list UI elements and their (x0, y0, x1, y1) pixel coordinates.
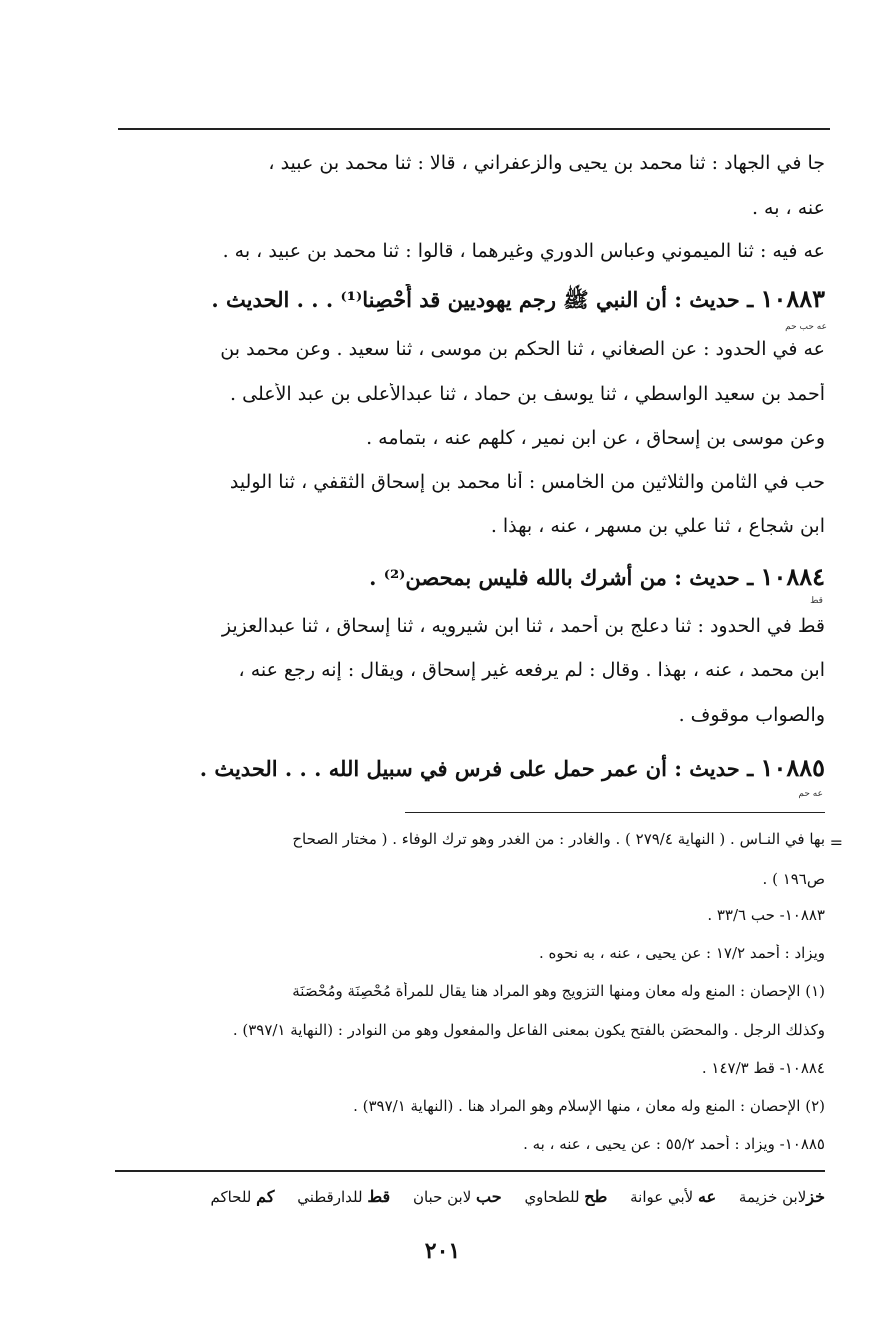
abbr-item (524, 1188, 607, 1206)
abbr-code: عه (698, 1187, 717, 1206)
footnote-line: وكذلك الرجل . والمحصَن بالفتح يكون بمعنى الفاعل والمفعول وهو من النوادر : (النهاية ٣٩٧/١) . (232, 1021, 825, 1039)
hadith-heading-10883 (115, 284, 825, 318)
body-line: قط في الحدود : ثنا دعلج بن أحمد ، ثنا ابن شيرويه ، ثنا إسحاق ، ثنا عبدالعزيز (221, 615, 825, 637)
hadith-heading-10884 (115, 562, 825, 591)
abbr-code: كم (256, 1187, 275, 1206)
body-line: جا في الجهاد : ثنا محمد بن يحيى والزعفراني ، قالا : ثنا محمد بن عبيد ، (268, 152, 825, 174)
footnote-line: ١٠٨٨٣- حب ٣٣/٦ . (707, 906, 825, 924)
body-line: حب في الثامن والثلاثين من الخامس : أنا محمد بن إسحاق الثقفي ، ثنا الوليد (229, 471, 825, 493)
hadith-text: ـ حديث : أن النبي ﷺ رجم يهوديين قد أُحْصِنا⁽¹⁾ . . . الحديث . (211, 287, 754, 312)
abbreviation-legend (115, 1187, 825, 1206)
abbr-item (413, 1188, 502, 1206)
abbr-item (630, 1188, 716, 1206)
header-rule (118, 128, 830, 130)
abbr-code: خز (806, 1187, 825, 1206)
abbr-item (297, 1188, 390, 1206)
abbr-name: للطحاوي (524, 1188, 580, 1206)
body-line: عنه ، به . (751, 197, 825, 219)
body-line: ابن شجاع ، ثنا علي بن مسهر ، عنه ، بهذا . (490, 515, 825, 537)
body-line: عه فيه : ثنا الميموني وعباس الدوري وغيرهما ، قالوا : ثنا محمد بن عبيد ، به . (222, 240, 825, 262)
page-number: ٢٠١ (424, 1238, 461, 1264)
abbr-code: حب (476, 1187, 502, 1206)
footnote-line: ١٠٨٨٤- قط ١٤٧/٣ . (701, 1059, 825, 1077)
hadith-sources: عه حب حم (785, 322, 827, 332)
hadith-number: ١٠٨٨٣ (760, 284, 825, 313)
footnote-line: (١) الإحصان : المنع وله معان ومنها التزويج وهو المراد هنا يقال للمرأة مُحْصِنَة ومُحْصَنَة (292, 982, 825, 1000)
hadith-number: ١٠٨٨٤ (760, 562, 825, 591)
footnote-line: ١٠٨٨٥- ويزاد : أحمد ٥٥/٢ : عن يحيى ، عنه ، به . (523, 1135, 825, 1153)
hadith-text: ـ حديث : أن عمر حمل على فرس في سبيل الله . . . الحديث . (199, 756, 754, 781)
abbr-code: قط (367, 1187, 391, 1206)
body-line: أحمد بن سعيد الواسطي ، ثنا يوسف بن حماد ، ثنا عبدالأعلى بن عبد الأعلى . (230, 383, 825, 405)
abbr-name: لابن حبان (412, 1188, 472, 1206)
body-line: وعن موسى بن إسحاق ، عن ابن نمير ، كلهم عنه ، بتمامه . (366, 427, 825, 449)
footnote-line: ويزاد : أحمد ١٧/٢ : عن يحيى ، عنه ، به نحوه . (539, 944, 825, 962)
abbr-name: لابن خزيمة (738, 1188, 807, 1206)
body-line: ابن محمد ، عنه ، بهذا . وقال : لم يرفعه غير إسحاق ، ويقال : إنه رجع عنه ، (238, 659, 825, 681)
footnote-line: ص١٩٦ ) . (762, 870, 825, 888)
footnote-rule (405, 812, 825, 813)
footer-rule (115, 1170, 825, 1172)
hadith-text: ـ حديث : من أشرك بالله فليس بمحصن⁽²⁾ . (369, 565, 754, 590)
hadith-sources: قط (810, 596, 823, 606)
footnote-line: بها في النـاس . ( النهاية ٢٧٩/٤ ) . والغادر : من الغدر وهو ترك الوفاء . ( مختار الصحاح (292, 830, 825, 848)
abbr-item (210, 1188, 274, 1206)
abbr-item (739, 1188, 825, 1206)
abbr-name: للدارقطني (297, 1188, 363, 1206)
abbr-name: للحاكم (210, 1188, 252, 1206)
abbr-code: طح (584, 1187, 608, 1206)
body-line: عه في الحدود : عن الصغاني ، ثنا الحكم بن موسى ، ثنا سعيد . وعن محمد بن (220, 338, 825, 360)
abbr-name: لأبي عوانة (630, 1188, 694, 1206)
hadith-number: ١٠٨٨٥ (760, 753, 825, 782)
body-line: والصواب موقوف . (678, 704, 825, 726)
hadith-sources: عه حم (798, 789, 823, 799)
footnote-line: (٢) الإحصان : المنع وله معان ، منها الإسلام وهو المراد هنا . (النهاية ٣٩٧/١) . (353, 1097, 825, 1115)
continuation-mark: = (829, 833, 843, 852)
hadith-heading-10885 (115, 753, 825, 782)
